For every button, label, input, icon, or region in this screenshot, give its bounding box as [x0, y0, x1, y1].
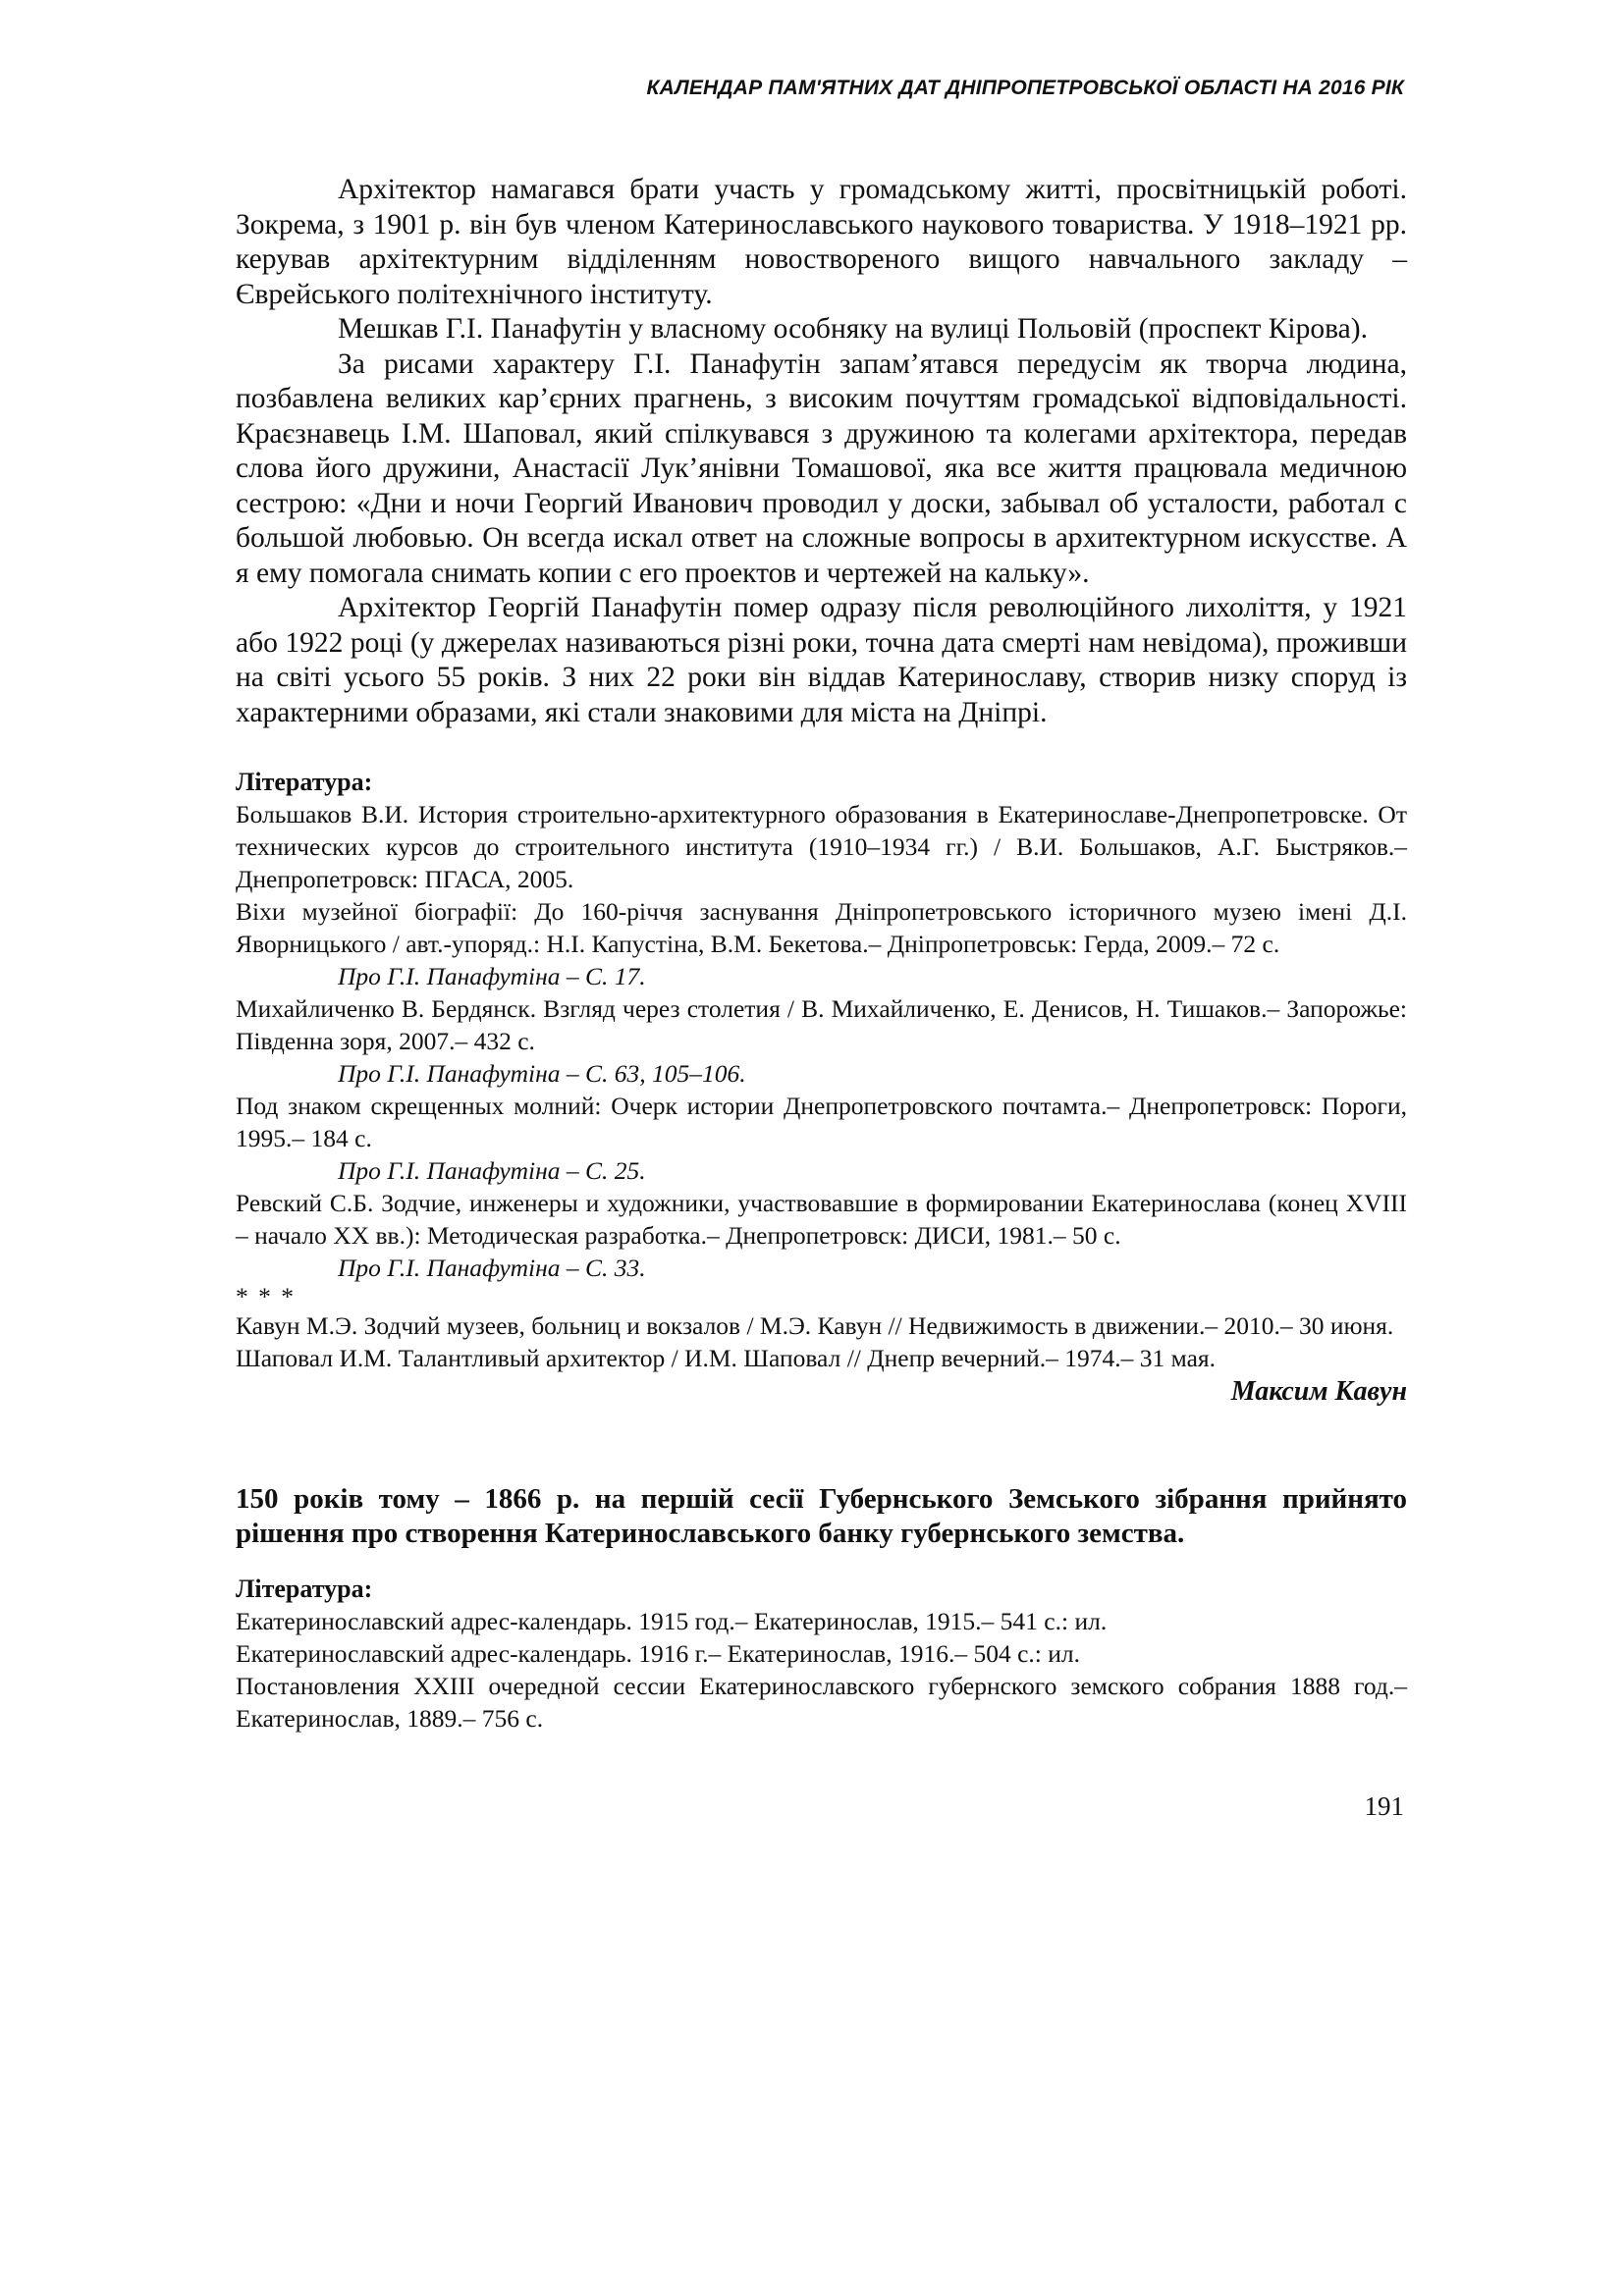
page-content — [236, 173, 1407, 1735]
section-separator: * * * — [236, 1282, 296, 1310]
literature-entry: Большаков В.И. История строительно-архитектурного образования в Екатеринославе-Днепропетровске. От технических курсов до строительного института (1910–1934 гг.) / В.И. Большаков, А.Г. Быстряков.– Днепропетровск: ПГАСА, 2005. — [236, 800, 1407, 893]
article-author: Максим Кавун — [1230, 1376, 1407, 1407]
article-body — [236, 173, 1407, 730]
body-paragraph: Архітектор Георгій Панафутін помер одразу після революційного лихоліття, у 1921 або 1922 році (у джерелах називаються різні роки, точна дата смерті нам невідома), проживши на світі усього 55 років. З них 22 роки він віддав Катеринославу, створив низку споруд із характерними образами, які стали знаковими для міста на Дніпрі. — [236, 592, 1407, 728]
literature-entry: Кавун М.Э. Зодчий музеев, больниц и вокзалов / М.Э. Кавун // Недвижимость в движении.– 2010.– 30 июня. — [236, 1311, 1394, 1340]
body-paragraph: Архітектор намагався брати участь у громадському житті, просвітницькій роботі. Зокрема, з 1901 р. він був членом Катеринославського наукового товариства. У 1918–1921 рр. керував архітектурним відділенням новоствореного вищого навчального закладу – Єврейського політехнічного інституту. — [236, 174, 1407, 310]
literature-entry: Екатеринославский адрес-календарь. 1916 г.– Екатеринослав, 1916.– 504 с.: ил. — [236, 1639, 1080, 1668]
literature-page-reference: Про Г.І. Панафутіна – С. 63, 105–106. — [338, 1059, 746, 1088]
article-literature — [236, 766, 1407, 1410]
page-number: 191 — [1364, 1791, 1404, 1821]
literature-entry: Ревский С.Б. Зодчие, инженеры и художники, участвовавшие в формировании Екатеринослава (конец XVIII – начало XX вв.): Методическая разработка.– Днепропетровск: ДИСИ, 1981.– 50 с. — [236, 1189, 1407, 1250]
body-paragraph: Мешкав Г.І. Панафутін у власному особняку на вулиці Польовій (проспект Кірова). — [338, 313, 1368, 345]
literature-entry: Шаповал И.М. Талантливый архитектор / И.М. Шаповал // Днепр вечерний.– 1974.– 31 мая. — [236, 1344, 1217, 1372]
literature-heading: Література: — [236, 768, 373, 796]
literature-entry: Под знаком скрещенных молний: Очерк истории Днепропетровского почтамта.– Днепропетровск: Пороги, 1995.– 184 с. — [236, 1092, 1407, 1152]
literature-page-reference: Про Г.І. Панафутіна – С. 17. — [338, 962, 646, 990]
literature-page-reference: Про Г.І. Панафутіна – С. 25. — [338, 1156, 646, 1185]
body-paragraph: За рисами характеру Г.І. Панафутін запам’ятався передусім як творча людина, позбавлена великих кар’єрних прагнень, з високим почуттям громадської відповідальності. Краєзнавець І.М. Шаповал, який спілкувався з дружиною та колегами архітектора, передав слова його дружини, Анастасії Лук’янівни Томашової, яка все життя працювала медичною сестрою: «Дни и ночи Георгий Иванович проводил у доски, забывал об усталости, работал с большой любовью. Он всегда искал ответ на сложные вопросы в архитектурном искусстве. А я ему помогала снимать копии с его проектов и чертежей на кальку». — [236, 347, 1407, 589]
literature-heading: Література: — [236, 1575, 373, 1603]
event-title: 150 років тому – 1866 р. на першій сесії Губернського Земського зібрання прийнято рішення про створення Катеринославського банку губернського земства. — [236, 1483, 1407, 1549]
literature-entry: Екатеринославский адрес-календарь. 1915 год.– Екатеринослав, 1915.– 541 с.: ил. — [236, 1607, 1108, 1635]
running-header: КАЛЕНДАР ПАМ'ЯТНИХ ДАТ ДНІПРОПЕТРОВСЬКОЇ ОБЛАСТІ НА 2016 РІК — [646, 77, 1404, 99]
literature-entry: Віхи музейної біографії: До 160-річчя заснування Дніпропетровського історичного музею імені Д.І. Яворницького / авт.-упоряд.: Н.І. Капустіна, В.М. Бекетова.– Дніпропетровськ: Герда, 2009.– 72 с. — [236, 897, 1407, 958]
literature-entry: Михайличенко В. Бердянск. Взгляд через столетия / В. Михайличенко, Е. Денисов, Н. Тишаков.– Запорожье: Південна зоря, 2007.– 432 с. — [236, 994, 1407, 1055]
literature-entry: Постановления XXIII очередной сессии Екатеринославского губернского земского собрания 1888 год.– Екатеринослав, 1889.– 756 с. — [236, 1672, 1407, 1733]
literature-page-reference: Про Г.І. Панафутіна – С. 33. — [338, 1254, 646, 1282]
event-entry — [236, 1482, 1407, 1735]
